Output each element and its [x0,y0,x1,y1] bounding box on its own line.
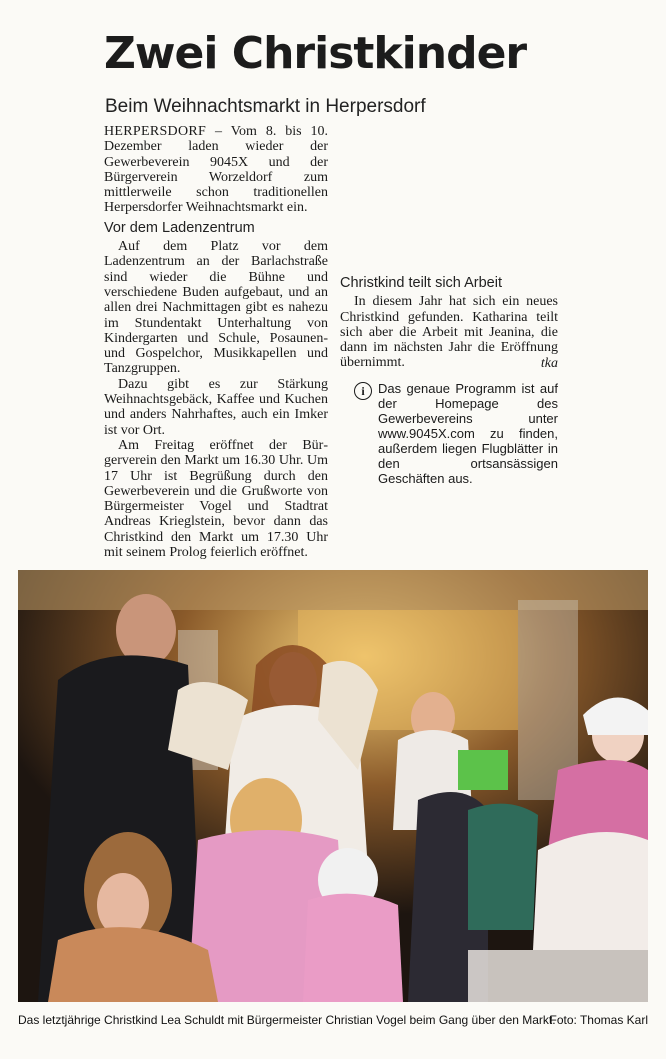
info-text: Das genaue Programm ist auf der Homepage des Gewerbevereins unter www.9045X.com zu finden, außerdem liegen Flugblätter in den ortsansässigen Geschäften aus. [378,381,558,487]
paragraph-platz: Auf dem Platz vor dem Ladenzentrum an der Barlachstraße sind wieder die Bühne und verschiedene Buden aufgebaut, und an allen drei Nachmittagen gibt es nahezu im Stundentakt Unterhaltung von Kindergarten und Schule, Posaunen- und Gospelchor, Musikkapellen und Tanzgruppen. [104,239,328,377]
photo-caption [18,1013,648,1027]
intro-text: – Vom 8. bis 10. Dezember laden wieder der Gewerbeverein 9045X und der Bürgerverein Worzeldorf zum mittlerweile schon traditionellen Herpersdorfer Weihnachtsmarkt ein. [104,124,328,216]
dateline: HERPERSDORF [104,124,207,139]
photo-credit: Foto: Thomas Karl [549,1013,648,1027]
info-box [340,381,558,486]
paragraph-freitag: Am Freitag eröffnet der Bürgerverein den Markt um 16.30 Uhr. Um 17 Uhr ist Begrüßung durch den Gewerbeverein und die Grußworte von Bürgermeister Vogel und Stadtrat Andreas Krieglstein, bevor dann das Christkind den Markt um 17.30 Uhr mit seinem Prolog feierlich eröffnet. [104,437,328,561]
paragraph-staerkung: Dazu gibt es zur Stärkung Weihnachtsgebäck, Kaffee und Kuchen und anders Nahrhaftes, auch ein Imker ist vor Ort. [104,376,328,438]
section-heading-ladenzentrum: Vor dem Ladenzentrum [104,219,255,236]
article-column-left [104,124,328,560]
intro-paragraph [104,124,328,216]
section-heading-christkind: Christkind teilt sich Arbeit [340,275,502,291]
caption-text: Das letztjährige Christkind Lea Schuldt mit Bürgermeister Christian Vogel beim Gang über den Markt. [18,1013,556,1027]
info-icon: i [354,382,372,400]
subheadline: Beim Weihnachtsmarkt in Herpersdorf [105,96,426,117]
news-photo [18,570,648,1002]
author-signature: tka [540,355,558,371]
headline: Zwei Christkinder [104,28,527,79]
photo-illustration [18,570,648,1002]
article-column-right [340,124,558,486]
paragraph-neues-christkind: In diesem Jahr hat sich ein neues Christkind gefunden. Katharina teilt sich aber die Arbeit mit Jeanina, die dann im nächsten Jahr die Eröffnung übernimmt. [340,294,558,371]
